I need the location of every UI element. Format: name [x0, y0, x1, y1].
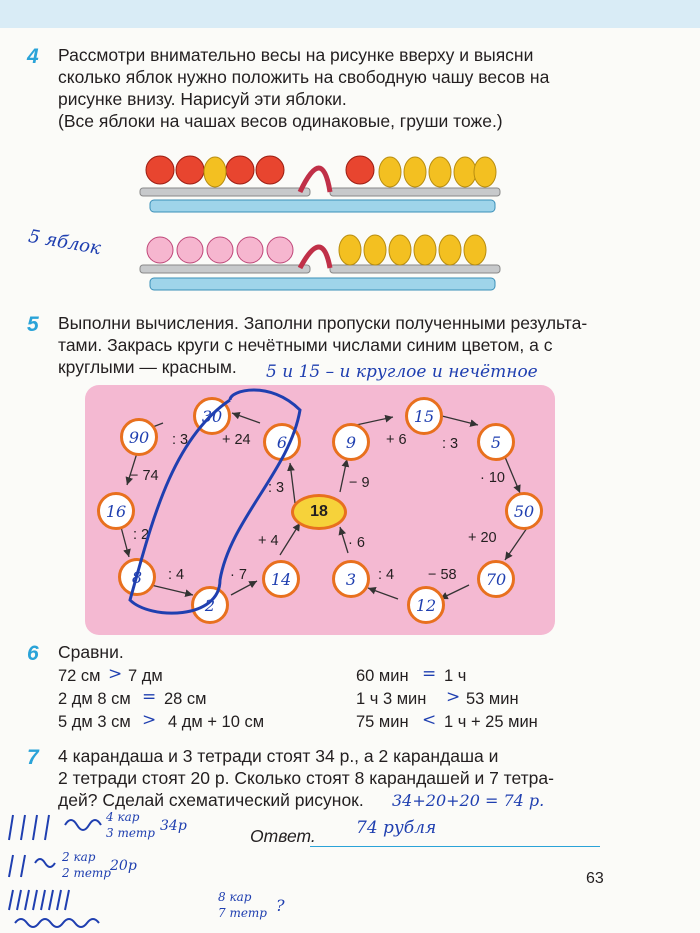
cmp-1-right: 7 дм	[128, 667, 163, 685]
op-div-4-b: : 4	[378, 567, 395, 583]
note-8-pencils: 8 кар	[218, 890, 252, 904]
op-plus-20: + 20	[468, 530, 497, 546]
center-value: 18	[291, 494, 347, 530]
blue-scribble	[110, 370, 330, 700]
note-4-pencils: 4 кар	[106, 810, 140, 824]
op-minus-58: − 58	[428, 567, 457, 583]
task-4-line-4: (Все яблоки на чашах весов одинаковые, груши тоже.)	[58, 111, 503, 131]
task-5-handwritten-note: 5 и 15 – и круглое и нечётное	[266, 362, 538, 382]
circle-16: 16	[97, 492, 135, 530]
circle-14: 14	[262, 560, 300, 598]
op-minus-74: − 74	[130, 468, 159, 484]
circle-12: 12	[407, 586, 445, 624]
task-5-line-3: круглыми — красным.	[58, 357, 237, 377]
circle-5: 5	[477, 423, 515, 461]
cmp-4-right: 1 ч	[444, 667, 467, 685]
page-number: 63	[586, 870, 604, 887]
circle-9: 9	[332, 423, 370, 461]
circle-70: 70	[477, 560, 515, 598]
note-question: ?	[276, 896, 285, 915]
note-2-notebooks: 2 тетр	[62, 866, 111, 880]
cmp-4-left: 60 мин	[356, 667, 409, 685]
task-6-number: 6	[27, 642, 39, 665]
op-mul-7: · 7	[230, 567, 247, 583]
op-plus-24: + 24	[222, 432, 251, 448]
scales-illustration	[130, 140, 510, 300]
task-7-calculation: 34+20+20 = 74 р.	[392, 791, 545, 810]
task-7-line-3: дей? Сделай схематический рисунок.	[58, 790, 364, 810]
note-7-notebooks: 7 тетр	[218, 906, 267, 920]
note-20r: 20р	[110, 858, 137, 874]
op-minus-9: − 9	[349, 475, 370, 491]
cmp-2-left: 2 дм 8 см	[58, 690, 131, 708]
task-7-number: 7	[27, 746, 39, 769]
circle-8: 8	[118, 558, 156, 596]
note-2-pencils: 2 кар	[62, 850, 96, 864]
task-4-line-2: сколько яблок нужно положить на свободную чашу весов на	[58, 67, 550, 87]
task-4-line-3: рисунке внизу. Нарисуй эти яблоки.	[58, 89, 347, 109]
cmp-1-left: 72 см	[58, 667, 101, 685]
cmp-5-sign: >	[446, 687, 461, 707]
answer-value: 74 рубля	[356, 818, 437, 838]
answer-label: Ответ.	[250, 826, 316, 846]
cmp-6-sign: <	[422, 710, 437, 730]
cmp-6-left: 75 мин	[356, 713, 409, 731]
cmp-3-left: 5 дм 3 см	[58, 713, 131, 731]
note-34r: 34р	[160, 818, 187, 834]
circle-3: 3	[332, 560, 370, 598]
task-5-number: 5	[27, 313, 39, 336]
task-5-line-1: Выполни вычисления. Заполни пропуски полученными результа-	[58, 313, 588, 333]
circle-6: 6	[263, 423, 301, 461]
op-div-4-a: : 4	[168, 567, 185, 583]
cmp-3-sign: >	[142, 710, 157, 730]
task-5-line-2: тами. Закрась круги с нечётными числами синим цветом, а с	[58, 335, 553, 355]
task-4-number: 4	[27, 45, 39, 68]
top-strip	[0, 0, 700, 28]
task-4-line-1: Рассмотри внимательно весы на рисунке вверху и выясни	[58, 45, 534, 65]
circle-30: 30	[193, 397, 231, 435]
cmp-6-right: 1 ч + 25 мин	[444, 713, 538, 731]
circle-2: 2	[191, 586, 229, 624]
op-div-3-b: : 3	[268, 480, 285, 496]
circle-15: 15	[405, 397, 443, 435]
op-plus-6: + 6	[386, 432, 407, 448]
circle-50: 50	[505, 492, 543, 530]
op-div-3-a: : 3	[172, 432, 189, 448]
task-6-title: Сравни.	[58, 642, 124, 662]
cmp-2-right: 28 см	[164, 690, 207, 708]
circle-90: 90	[120, 418, 158, 456]
cmp-5-right: 53 мин	[466, 690, 519, 708]
task-7-line-2: 2 тетради стоят 20 р. Сколько стоят 8 карандашей и 7 тетра-	[58, 768, 554, 788]
cmp-2-sign: =	[142, 687, 157, 707]
op-mul-6: · 6	[348, 535, 365, 551]
task-7-line-1: 4 карандаша и 3 тетради стоят 34 р., а 2 карандаша и	[58, 746, 499, 766]
cmp-4-sign: =	[422, 664, 437, 684]
op-mul-10: · 10	[480, 470, 505, 486]
answer-line	[310, 846, 600, 847]
cmp-5-left: 1 ч 3 мин	[356, 690, 427, 708]
pencil-tally-marks	[5, 805, 215, 930]
op-div-2: : 2	[133, 527, 150, 543]
note-3-notebooks: 3 тетр	[106, 826, 155, 840]
task-4-handwritten-answer: 5 яблок	[26, 225, 103, 260]
cmp-1-sign: >	[108, 664, 123, 684]
cmp-3-right: 4 дм + 10 см	[168, 713, 265, 731]
op-plus-4: + 4	[258, 533, 279, 549]
op-div-3-c: : 3	[442, 436, 459, 452]
